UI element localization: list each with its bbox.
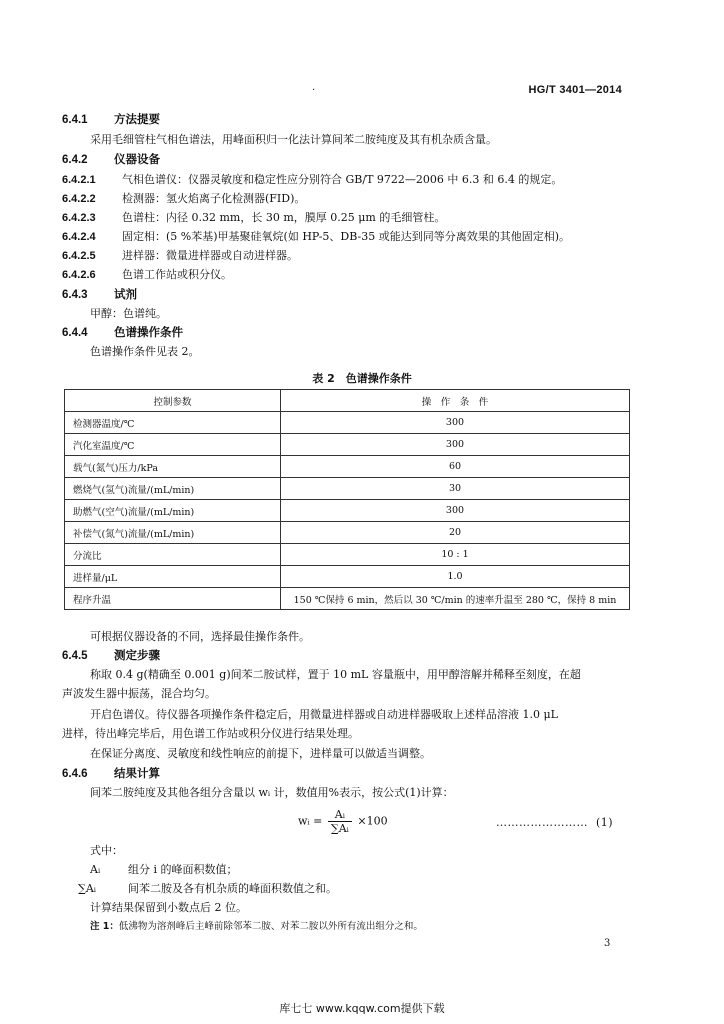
conditions-ref-text: 色谱操作条件见表 2。 xyxy=(90,345,200,358)
param-cell: 载气(氮气)压力/kPa xyxy=(65,456,281,478)
item-number: 6.4.2.4 xyxy=(62,231,96,243)
leader-dots: …………………… xyxy=(496,816,588,829)
precision-text: 计算结果保留到小数点后 2 位。 xyxy=(90,901,247,914)
conditions-table xyxy=(64,389,630,610)
section-number: 6.4.5 xyxy=(62,650,88,662)
table-caption: 表 2 色谱操作条件 xyxy=(312,372,412,385)
section-6-4-5 xyxy=(62,647,160,663)
equation-number: (1) xyxy=(596,816,614,829)
item-number: 6.4.2.1 xyxy=(62,174,96,186)
where-label: 式中： xyxy=(90,844,123,857)
value-cell: 300 xyxy=(281,500,630,522)
section-number: 6.4.6 xyxy=(62,768,88,780)
section-number: 6.4.2 xyxy=(62,154,88,166)
def-symbol: Aᵢ xyxy=(90,863,101,876)
note-label: 注 1： xyxy=(90,921,119,932)
def-text: 组分 i 的峰面积数值； xyxy=(128,863,238,876)
procedure-p2-line2: 进样，待出峰完毕后，用色谱工作站或积分仪进行结果处理。 xyxy=(62,727,359,740)
definition-1 xyxy=(90,861,238,877)
item-text: 检测器：氢火焰离子化检测器(FID)。 xyxy=(122,192,306,205)
note-1 xyxy=(90,918,423,932)
def-text: 间苯二胺及各有机杂质的峰面积数值之和。 xyxy=(128,882,337,895)
value-cell: 30 xyxy=(281,478,630,500)
value-cell: 60 xyxy=(281,456,630,478)
item-number: 6.4.2.6 xyxy=(62,269,96,281)
reagent-text: 甲醇：色谱纯。 xyxy=(90,307,167,320)
param-cell: 检测器温度/℃ xyxy=(65,412,281,434)
formula-rhs: ×100 xyxy=(357,814,388,828)
section-6-4-6 xyxy=(62,765,160,781)
download-footer: 库七七 www.kqqw.com提供下载 xyxy=(279,1002,445,1015)
value-cell: 150 ℃保持 6 min，然后以 30 ℃/min 的速率升温至 280 ℃，保持 8 min xyxy=(281,588,630,610)
section-title: 仪器设备 xyxy=(114,152,160,166)
table-row xyxy=(65,522,630,544)
procedure-p1-line1: 称取 0.4 g(精确至 0.001 g)间苯二胺试样，置于 10 mL 容量瓶中，用甲醇溶解并稀释至刻度，在超 xyxy=(90,668,581,681)
item-text: 色谱工作站或积分仪。 xyxy=(122,268,232,281)
item-text: 气相色谱仪：仪器灵敏度和稳定性应分别符合 GB/T 9722—2006 中 6.3 和 6.4 的规定。 xyxy=(122,173,563,186)
procedure-p3: 在保证分离度、灵敏度和线性响应的前提下，进样量可以做适当调整。 xyxy=(90,747,431,760)
param-cell: 程序升温 xyxy=(65,588,281,610)
section-6-4-3 xyxy=(62,286,137,302)
table-after-text: 可根据仪器设备的不同，选择最佳操作条件。 xyxy=(90,630,310,643)
section-6-4-4 xyxy=(62,324,183,340)
param-cell: 汽化室温度/℃ xyxy=(65,434,281,456)
section-number: 6.4.3 xyxy=(62,289,88,301)
note-text: 低沸物为溶剂峰后主峰前除邻苯二胺、对苯二胺以外所有流出组分之和。 xyxy=(118,921,423,932)
column-header: 操 作 条 件 xyxy=(281,390,630,412)
section-title: 测定步骤 xyxy=(114,648,160,662)
procedure-p2-line1: 开启色谱仪。待仪器各项操作条件稳定后，用微量进样器或自动进样器吸取上述样品溶液 1.0 μL xyxy=(90,708,558,721)
value-cell: 10 : 1 xyxy=(281,544,630,566)
table-row xyxy=(65,478,630,500)
param-cell: 进样量/μL xyxy=(65,566,281,588)
section-title: 方法提要 xyxy=(114,112,160,126)
table-row xyxy=(65,434,630,456)
item-number: 6.4.2.2 xyxy=(62,193,96,205)
section-title: 结果计算 xyxy=(114,766,160,780)
formula-1 xyxy=(298,808,388,835)
value-cell: 1.0 xyxy=(281,566,630,588)
method-summary-text: 采用毛细管柱气相色谱法，用峰面积归一化法计算间苯二胺纯度及其有机杂质含量。 xyxy=(90,133,497,146)
item-number: 6.4.2.3 xyxy=(62,212,96,224)
table-row xyxy=(65,412,630,434)
param-cell: 燃烧气(氢气)流量/(mL/min) xyxy=(65,478,281,500)
table-row xyxy=(65,500,630,522)
formula-lhs: wᵢ = xyxy=(298,814,323,828)
formula-denominator: ∑Aᵢ xyxy=(330,822,349,835)
calc-intro: 间苯二胺纯度及其他各组分含量以 wᵢ 计，数值用%表示，按公式(1)计算： xyxy=(90,786,454,799)
item-text: 进样器：微量进样器或自动进样器。 xyxy=(122,249,298,262)
standard-code: HG/T 3401—2014 xyxy=(528,84,622,96)
item-6-4-2-4 xyxy=(62,228,570,244)
header-dot: . xyxy=(312,82,316,93)
table-row xyxy=(65,588,630,610)
section-title: 试剂 xyxy=(114,287,137,301)
item-6-4-2-3 xyxy=(62,209,445,225)
page-number: 3 xyxy=(604,938,611,949)
value-cell: 300 xyxy=(281,434,630,456)
item-6-4-2-5 xyxy=(62,247,298,263)
item-6-4-2-2 xyxy=(62,190,305,206)
def-symbol: ∑Aᵢ xyxy=(78,882,97,895)
definition-2 xyxy=(78,880,337,896)
table-row xyxy=(65,544,630,566)
item-number: 6.4.2.5 xyxy=(62,250,96,262)
param-cell: 分流比 xyxy=(65,544,281,566)
formula-fraction xyxy=(328,808,352,835)
value-cell: 20 xyxy=(281,522,630,544)
item-text: 色谱柱：内径 0.32 mm，长 30 m，膜厚 0.25 μm 的毛细管柱。 xyxy=(122,211,446,224)
table-header-row xyxy=(65,390,630,412)
procedure-p1-line2: 声波发生器中振荡，混合均匀。 xyxy=(62,687,216,700)
param-cell: 助燃气(空气)流量/(mL/min) xyxy=(65,500,281,522)
item-6-4-2-1 xyxy=(62,171,562,187)
table-row xyxy=(65,456,630,478)
column-header: 控制参数 xyxy=(65,390,281,412)
section-number: 6.4.1 xyxy=(62,114,88,126)
formula-leader xyxy=(496,816,613,829)
item-6-4-2-6 xyxy=(62,266,232,282)
section-6-4-2 xyxy=(62,151,160,167)
value-cell: 300 xyxy=(281,412,630,434)
section-number: 6.4.4 xyxy=(62,327,88,339)
section-6-4-1 xyxy=(62,111,160,127)
formula-numerator: Aᵢ xyxy=(328,808,352,822)
section-title: 色谱操作条件 xyxy=(114,325,183,339)
table-row xyxy=(65,566,630,588)
param-cell: 补偿气(氮气)流量/(mL/min) xyxy=(65,522,281,544)
item-text: 固定相：(5 %苯基)甲基聚硅氧烷(如 HP-5、DB-35 或能达到同等分离效果的其他固定相)。 xyxy=(122,230,571,243)
